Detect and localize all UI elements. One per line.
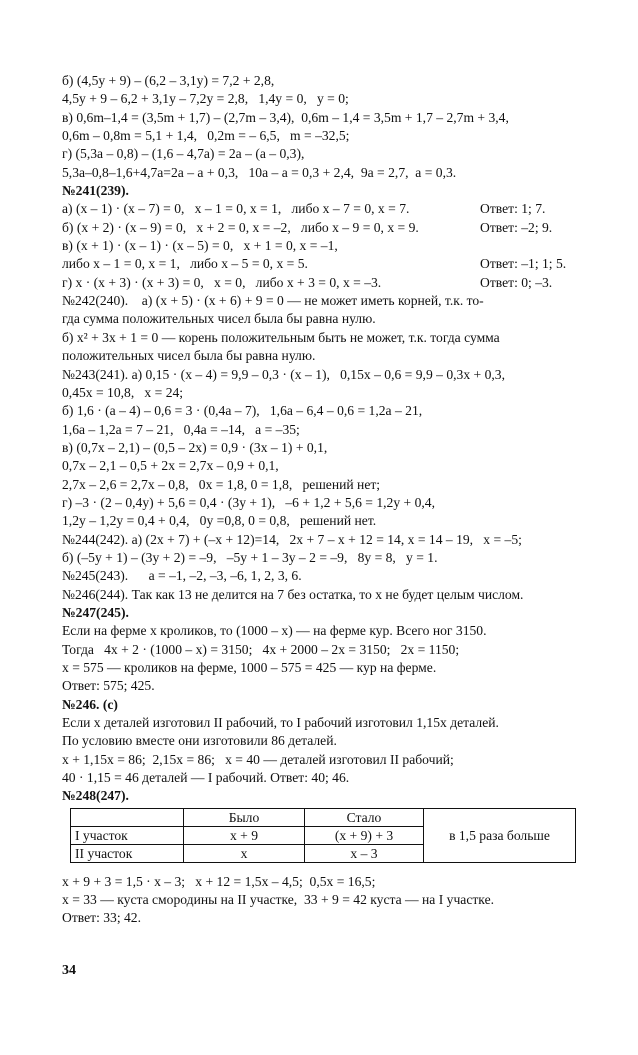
page-number: 34 <box>62 963 76 978</box>
table-cell: II участок <box>71 844 184 862</box>
text-line: x + 9 + 3 = 1,5 · x – 3; x + 12 = 1,5x – 4,5; 0,5x = 16,5; <box>62 873 376 889</box>
table-cell: (x + 9) + 3 <box>305 826 424 844</box>
table-cell: x – 3 <box>305 844 424 862</box>
text-line: №244(242). а) (2x + 7) + (–x + 12)=14, 2x + 7 – x + 12 = 14, x = 14 – 19, x = –5; <box>62 531 522 547</box>
exercise-heading-247: №247(245). <box>62 604 129 620</box>
text-line: 0,6m – 0,8m = 5,1 + 1,4, 0,2m = – 6,5, m = –32,5; <box>62 128 350 144</box>
text-line: 40 · 1,15 = 46 деталей — I рабочий. Ответ: 40; 46. <box>62 770 350 786</box>
text-line: №243(241). а) 0,15 · (x – 4) = 9,9 – 0,3 · (x – 1), 0,15x – 0,6 = 9,9 – 0,3x + 0,3, <box>62 366 505 382</box>
table-cell: I участок <box>71 826 184 844</box>
text-line: №245(243). a = –1, –2, –3, –6, 1, 2, 3, 6. <box>62 568 302 584</box>
exercise-heading-241: №241(239). <box>62 183 129 199</box>
text-line: 2,7x – 2,6 = 2,7x – 0,8, 0x = 1,8, 0 = 1,8, решений нет; <box>62 476 381 492</box>
text-line: 5,3a–0,8–1,6+4,7a=2a – a + 0,3, 10a – a = 0,3 + 2,4, 9a = 2,7, a = 0,3. <box>62 164 457 180</box>
table-note-cell: в 1,5 раза больше <box>424 808 576 862</box>
solution-text: б) (x + 2) · (x – 9) = 0, x + 2 = 0, x = –2, либо x – 9 = 0, x = 9. <box>62 219 419 235</box>
solution-row <box>62 200 592 218</box>
exercise-heading-246c: №246. (с) <box>62 696 118 712</box>
text-line: По условию вместе они изготовили 86 деталей. <box>62 733 337 749</box>
solution-text: г) x · (x + 3) · (x + 3) = 0, x = 0, либо x + 3 = 0, x = –3. <box>62 274 382 290</box>
answer-text: Ответ: –2; 9. <box>480 219 553 235</box>
text-line: гда сумма положительных чисел была бы равна нулю. <box>62 311 376 327</box>
answer-text: Ответ: 0; –3. <box>480 274 553 290</box>
text-line: x = 33 — куста смородины на II участке, 33 + 9 = 42 куста — на I участке. <box>62 892 495 908</box>
text-line: б) x² + 3x + 1 = 0 — корень положительным быть не может, т.к. тогда сумма <box>62 329 500 345</box>
text-line: x + 1,15x = 86; 2,15x = 86; x = 40 — деталей изготовил II рабочий; <box>62 751 454 767</box>
solution-row <box>62 237 592 255</box>
text-line: в) (0,7x – 2,1) – (0,5 – 2x) = 0,9 · (3x – 1) + 0,1, <box>62 439 328 455</box>
table-cell <box>71 808 184 826</box>
text-line: x = 575 — кроликов на ферме, 1000 – 575 = 425 — кур на ферме. <box>62 660 437 675</box>
text-line: Ответ: 33; 42. <box>62 910 142 926</box>
answer-text: Ответ: 1; 7. <box>480 201 546 217</box>
solution-row <box>62 219 592 237</box>
text-line: 1,2y – 1,2y = 0,4 + 0,4, 0y =0,8, 0 = 0,8, решений нет. <box>62 513 377 529</box>
text-line: Если на ферме x кроликов, то (1000 – x) — на ферме кур. Всего ног 3150. <box>62 623 487 639</box>
text-line: Ответ: 575; 425. <box>62 678 155 694</box>
text-line: б) (4,5y + 9) – (6,2 – 3,1y) = 7,2 + 2,8, <box>62 73 275 88</box>
text-line: 0,7x – 2,1 – 0,5 + 2x = 2,7x – 0,9 + 0,1, <box>62 458 279 474</box>
text-line: б) (–5y + 1) – (3y + 2) = –9, –5y + 1 – 3y – 2 = –9, 8y = 8, y = 1. <box>62 549 438 565</box>
text-line: б) 1,6 · (a – 4) – 0,6 = 3 · (0,4a – 7), 1,6a – 6,4 – 0,6 = 1,2a – 21, <box>62 403 423 419</box>
solution-text: в) (x + 1) · (x – 1) · (x – 5) = 0, x + 1 = 0, x = –1, <box>62 238 338 254</box>
text-line: 4,5y + 9 – 6,2 + 3,1y – 7,2y = 2,8, 1,4y = 0, y = 0; <box>62 91 349 107</box>
text-line: Тогда 4x + 2 · (1000 – x) = 3150; 4x + 2000 – 2x = 3150; 2x = 1150; <box>62 641 460 657</box>
answer-text: Ответ: –1; 1; 5. <box>480 256 567 272</box>
text-line: №242(240). а) (x + 5) · (x + 6) + 9 = 0 — не может иметь корней, т.к. то- <box>62 293 484 309</box>
table-header-bylo: Было <box>184 808 305 826</box>
text-line: г) –3 · (2 – 0,4y) + 5,6 = 0,4 · (3y + 1), –6 + 1,2 + 5,6 = 1,2y + 0,4, <box>62 494 435 510</box>
plots-table <box>70 808 576 863</box>
solution-row <box>62 255 592 273</box>
solution-row <box>62 274 592 292</box>
answer-text <box>480 237 592 255</box>
text-line: 0,45x = 10,8, x = 24; <box>62 384 184 400</box>
text-line: 1,6a – 1,2a = 7 – 21, 0,4a = –14, a = –35; <box>62 421 300 437</box>
table-row <box>71 808 576 826</box>
text-line: г) (5,3a – 0,8) – (1,6 – 4,7a) = 2a – (a – 0,3), <box>62 146 305 162</box>
table-cell: x <box>184 844 305 862</box>
solution-text: а) (x – 1) · (x – 7) = 0, x – 1 = 0, x = 1, либо x – 7 = 0, x = 7. <box>62 201 410 217</box>
text-line: №246(244). Так как 13 не делится на 7 без остатка, то x не будет целым числом. <box>62 586 524 602</box>
text-line: в) 0,6m–1,4 = (3,5m + 1,7) – (2,7m – 3,4), 0,6m – 1,4 = 3,5m + 1,7 – 2,7m + 3,4, <box>62 109 509 125</box>
table-cell: x + 9 <box>184 826 305 844</box>
text-line: положительных чисел была бы равна нулю. <box>62 348 316 364</box>
exercise-heading-248: №248(247). <box>62 788 129 804</box>
solution-text: либо x – 1 = 0, x = 1, либо x – 5 = 0, x = 5. <box>62 256 308 272</box>
table-header-stalo: Стало <box>305 808 424 826</box>
text-line: Если x деталей изготовил II рабочий, то I рабочий изготовил 1,15x деталей. <box>62 715 499 731</box>
